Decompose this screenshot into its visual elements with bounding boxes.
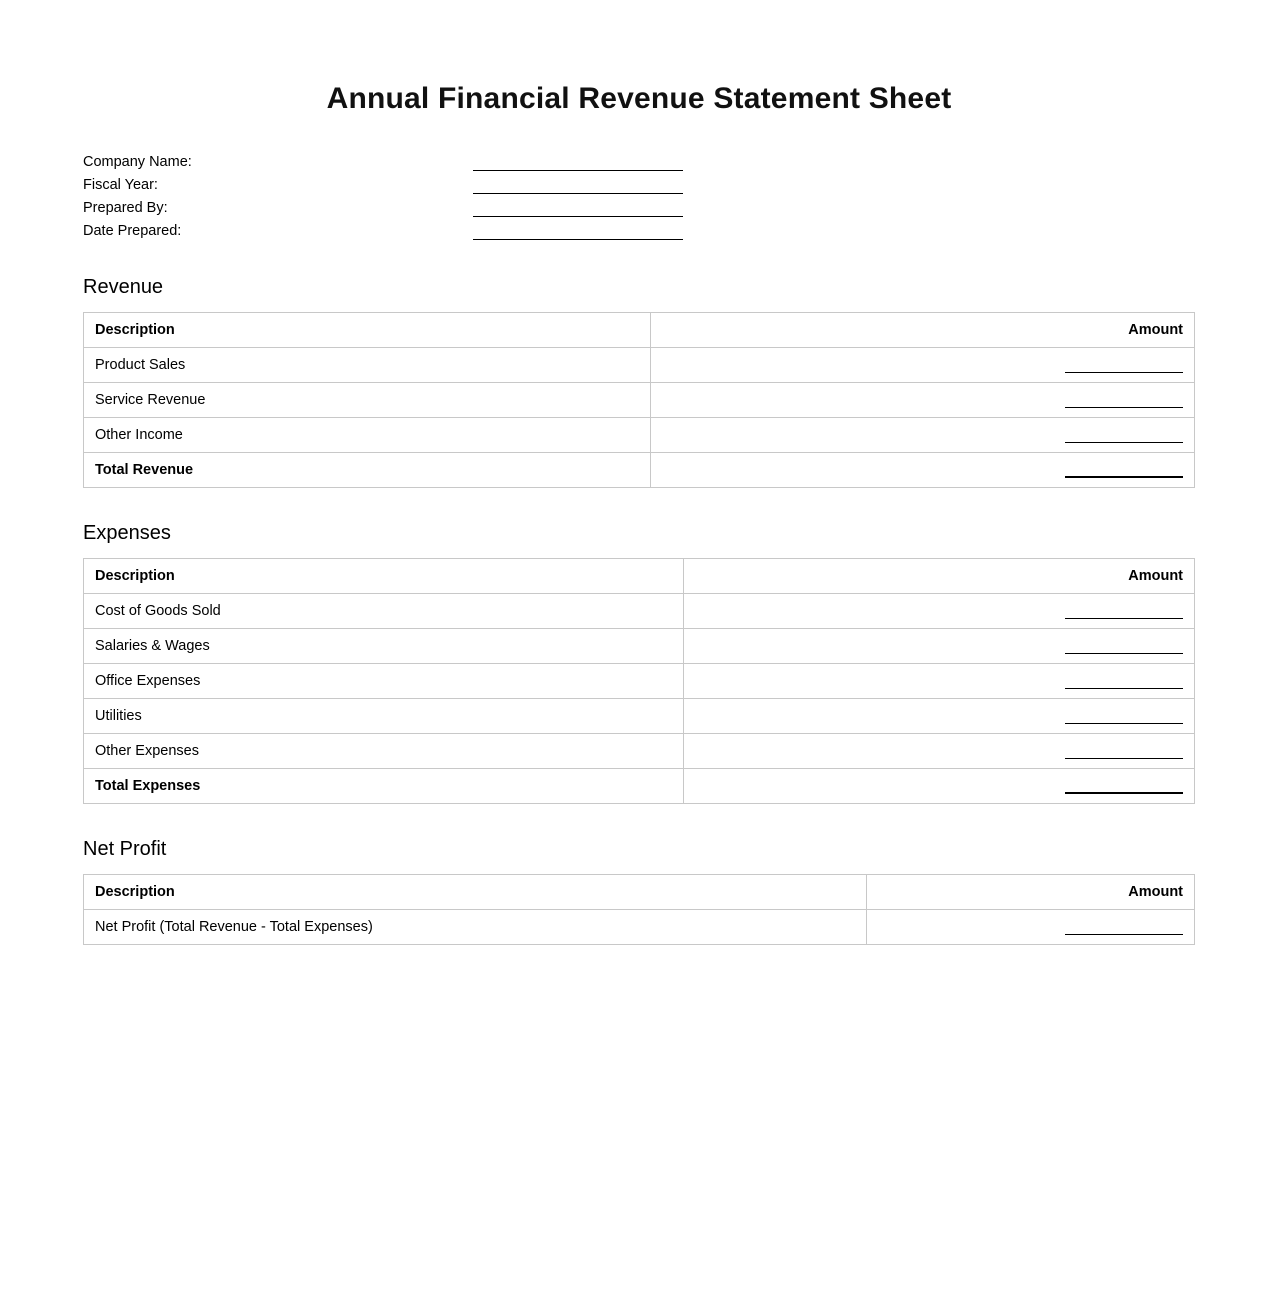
row-label-salaries-wages: Salaries & Wages [84, 629, 684, 664]
amount-cell-utilities[interactable] [683, 699, 1194, 734]
amount-cell-total-expenses[interactable] [683, 769, 1194, 804]
meta-row-fiscal-year [83, 171, 703, 194]
amount-cell-other-income[interactable] [650, 418, 1194, 453]
row-label-total-revenue: Total Revenue [84, 453, 651, 488]
amount-cell-office-expenses[interactable] [683, 664, 1194, 699]
column-header-description: Description [84, 313, 651, 348]
column-header-amount: Amount [867, 875, 1195, 910]
row-label-other-income: Other Income [84, 418, 651, 453]
revenue-table [83, 312, 1195, 488]
fiscal-year-input[interactable] [473, 177, 683, 194]
amount-input-line[interactable] [1065, 920, 1183, 935]
meta-row-prepared-by [83, 194, 703, 217]
row-label-product-sales: Product Sales [84, 348, 651, 383]
table-row-total [84, 453, 1195, 488]
meta-label-fiscal-year: Fiscal Year: [83, 177, 158, 193]
meta-label-prepared-by: Prepared By: [83, 200, 168, 216]
amount-cell-service-revenue[interactable] [650, 383, 1194, 418]
meta-label-date-prepared: Date Prepared: [83, 223, 182, 239]
table-row-total [84, 769, 1195, 804]
section-heading-net-profit: Net Profit [83, 838, 167, 860]
amount-cell-cost-of-goods-sold[interactable] [683, 594, 1194, 629]
table-row [84, 629, 1195, 664]
amount-input-line[interactable] [1065, 393, 1183, 408]
row-label-net-profit: Net Profit (Total Revenue - Total Expenses) [84, 910, 867, 945]
meta-row-date-prepared [83, 217, 703, 240]
table-header-row [84, 313, 1195, 348]
table-row [84, 664, 1195, 699]
expenses-table [83, 558, 1195, 804]
table-row [84, 699, 1195, 734]
column-header-description: Description [84, 559, 684, 594]
amount-input-line[interactable] [1065, 604, 1183, 619]
document-meta-fields [83, 148, 703, 240]
amount-input-line[interactable] [1065, 358, 1183, 373]
page-title: Annual Financial Revenue Statement Sheet [326, 82, 952, 115]
table-row [84, 383, 1195, 418]
amount-cell-product-sales[interactable] [650, 348, 1194, 383]
amount-input-line[interactable] [1065, 709, 1183, 724]
amount-input-line[interactable] [1065, 744, 1183, 759]
table-header-row [84, 875, 1195, 910]
amount-input-line[interactable] [1065, 428, 1183, 443]
row-label-cost-of-goods-sold: Cost of Goods Sold [84, 594, 684, 629]
amount-input-line-total[interactable] [1065, 778, 1183, 794]
amount-cell-other-expenses[interactable] [683, 734, 1194, 769]
column-header-description: Description [84, 875, 867, 910]
meta-row-company-name [83, 148, 703, 171]
table-header-row [84, 559, 1195, 594]
amount-input-line[interactable] [1065, 639, 1183, 654]
row-label-service-revenue: Service Revenue [84, 383, 651, 418]
amount-cell-salaries-wages[interactable] [683, 629, 1194, 664]
table-row [84, 418, 1195, 453]
amount-cell-net-profit[interactable] [867, 910, 1195, 945]
amount-input-line-total[interactable] [1065, 462, 1183, 478]
amount-input-line[interactable] [1065, 674, 1183, 689]
table-row [84, 594, 1195, 629]
column-header-amount: Amount [650, 313, 1194, 348]
row-label-utilities: Utilities [84, 699, 684, 734]
section-heading-expenses: Expenses [83, 522, 171, 544]
column-header-amount: Amount [683, 559, 1194, 594]
row-label-office-expenses: Office Expenses [84, 664, 684, 699]
row-label-other-expenses: Other Expenses [84, 734, 684, 769]
meta-label-company-name: Company Name: [83, 154, 192, 170]
table-row [84, 910, 1195, 945]
date-prepared-input[interactable] [473, 223, 683, 240]
row-label-total-expenses: Total Expenses [84, 769, 684, 804]
section-heading-revenue: Revenue [83, 276, 164, 298]
company-name-input[interactable] [473, 154, 683, 171]
amount-cell-total-revenue[interactable] [650, 453, 1194, 488]
table-row [84, 348, 1195, 383]
net-profit-table [83, 874, 1195, 945]
prepared-by-input[interactable] [473, 200, 683, 217]
table-row [84, 734, 1195, 769]
